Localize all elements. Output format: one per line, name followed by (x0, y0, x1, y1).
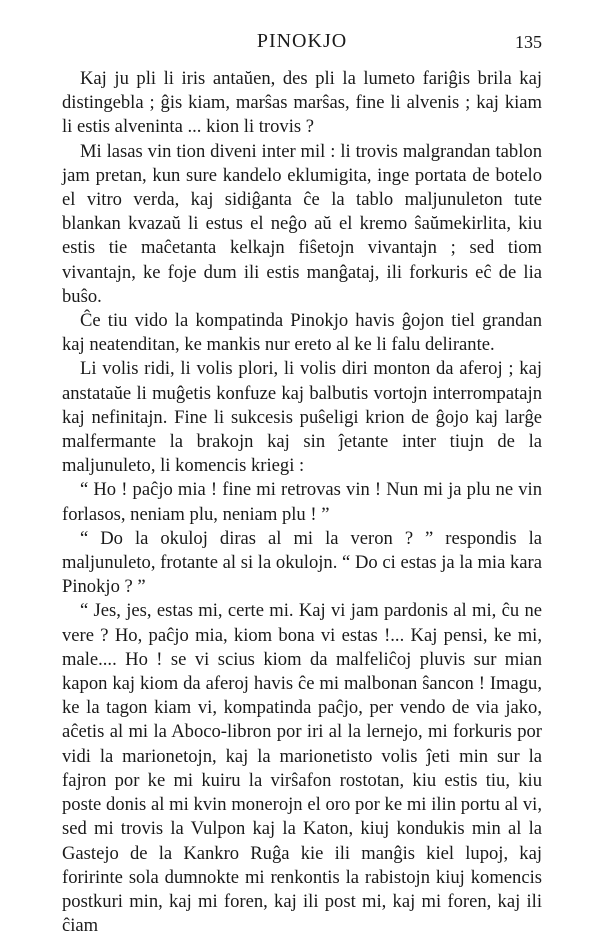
paragraph: Li volis ridi, li volis plori, li volis diri monton da aferoj ; kaj anstataŭe li muĝetis konfuze kaj balbutis vortojn interrompatajn kaj nefinitajn. Fine li sukcesis puŝeligi krion de ĝojo kaj larĝe malfermante la brakojn kaj sin ĵetante inter tiujn de la maljunuleto, li komencis kriegi : (62, 358, 542, 477)
page-header (62, 30, 542, 56)
paragraph: Ĉe tiu vido la kompatinda Pinokjo havis ĝojon tiel grandan kaj neatenditan, ke mankis nur ereto al ke li falu delirante. (62, 310, 542, 356)
paragraph: “ Ho ! paĉjo mia ! fine mi retrovas vin ! Nun mi ja plu ne vin forlasos, neniam plu, neniam plu ! ” (62, 479, 542, 525)
paragraph: “ Do la okuloj diras al mi la veron ? ” respondis la maljunuleto, frotante al si la okulojn. “ Do ci estas ja la mia kara Pinokjo ? ” (62, 527, 542, 598)
paragraph: Kaj ju pli li iris antaŭen, des pli la lumeto fariĝis brila kaj distingebla ; ĝis kiam, marŝas marŝas, fine li alvenis ; kaj kiam li estis alveninta ... kion li trovis ? (62, 68, 542, 138)
paragraph: Mi lasas vin tion diveni inter mil : li trovis malgrandan tablon jam pretan, kun sure kandelo eklumigita, inge portata de botelo el vitro verda, kaj sidiĝanta ĉe la tablo maljunuleton tute blankan kvazaŭ li estus el neĝo aŭ el kremo ŝaŭmekirlita, kiu estis tie maĉetanta kelkajn fiŝetojn vivantajn ; sed tiom vivantajn, ke foje dum ili estis manĝataj, ili forkuris eĉ de lia buŝo. (62, 140, 542, 307)
running-title: PINOKJO (256, 30, 348, 52)
page-number: 135 (515, 32, 542, 52)
paragraph: “ Jes, jes, estas mi, certe mi. Kaj vi jam pardonis al mi, ĉu ne vere ? Ho, paĉjo mia, kiom bona vi estas !... Kaj pensi, ke mi, male.... Ho ! se vi scius kiom da malfeliĉoj pluvis sur mian kapon kaj kiom da aferoj havis ĉe mi malbonan ŝancon ! Imagu, ke la tagon kiam vi, kompatinda paĉjo, per vendo de via jako, aĉetis al mi la Aboco-libron por iri al la lernejo, mi forkuris por vidi la marionetojn, kaj la marionetisto volis ĵeti min sur la fajron por ke mi kuiru la virŝafon rostotan, kiu estis tiu, kiu poste donis al mi kvin monerojn el oro por ke mi ilin portu al vi, sed mi trovis la Vulpon kaj la Katon, kiuj kondukis min al la Gastejo de la Kankro Ruĝa kie ili manĝis kiel lupoj, kaj foririnte sola dumnokte mi renkontis la rabistojn kiuj komencis postkuri min, kaj mi foren, kaj ili post mi, kaj mi foren, kaj ili ĉiam (62, 600, 542, 937)
body-text (62, 67, 542, 938)
